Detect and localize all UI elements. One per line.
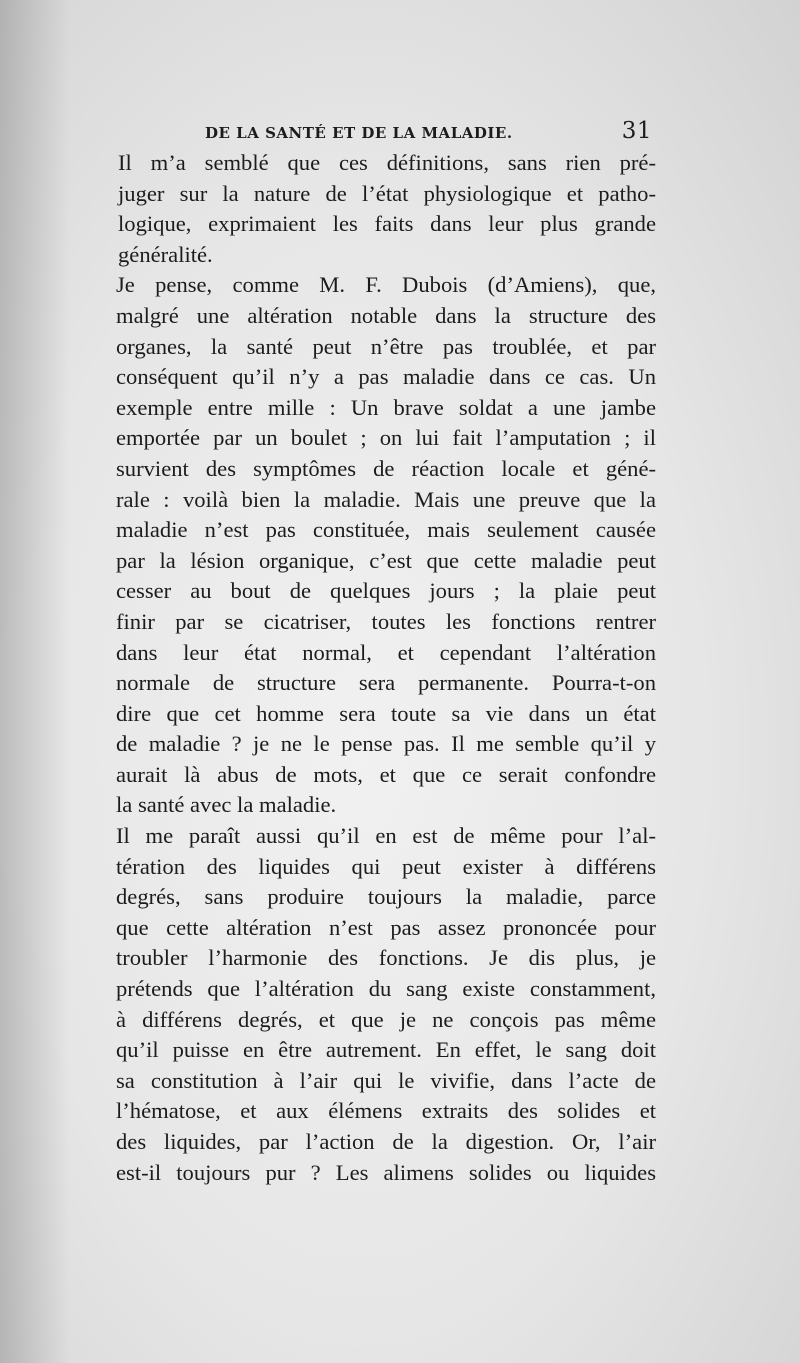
text-line: emportée par un boulet ; on lui fait l’amputation ; il <box>116 425 656 451</box>
text-line: juger sur la nature de l’état physiologique et patho- <box>118 180 656 206</box>
text-line: aurait là abus de mots, et que ce serait confondre <box>116 761 656 787</box>
text-line: des liquides, par l’action de la digestion. Or, l’air <box>116 1129 656 1154</box>
text-line: sa constitution à l’air qui le vivifie, dans l’acte de <box>116 1067 656 1093</box>
text-line: généralité. <box>118 241 213 267</box>
text-line: organes, la santé peut n’être pas troublée, et par <box>116 333 656 359</box>
text-line: Il me paraît aussi qu’il en est de même pour l’al- <box>116 823 656 849</box>
text-line: Je pense, comme M. F. Dubois (d’Amiens), que, <box>116 272 656 298</box>
text-line: degrés, sans produire toujours la maladie, parce <box>116 884 656 910</box>
text-line: normale de structure sera permanente. Pourra-t-on <box>116 670 656 696</box>
text-line: que cette altération n’est pas assez prononcée pour <box>116 914 656 940</box>
text-line: de maladie ? je ne le pense pas. Il me semble qu’il y <box>116 731 656 757</box>
text-block <box>88 118 656 1188</box>
running-head <box>88 118 656 148</box>
text-line: dire que cet homme sera toute sa vie dans un état <box>116 700 656 726</box>
running-head-title: DE LA SANTÉ ET DE LA MALADIE. <box>205 124 513 142</box>
text-line: finir par se cicatriser, toutes les fonctions rentrer <box>116 608 656 634</box>
text-line: survient des symptômes de réaction locale et géné- <box>116 455 656 481</box>
text-line: à différens degrés, et que je ne conçois pas même <box>116 1006 656 1032</box>
text-line: prétends que l’altération du sang existe constamment, <box>116 976 656 1002</box>
text-line: Il m’a semblé que ces définitions, sans rien pré- <box>118 150 656 175</box>
page-number: 31 <box>621 118 652 144</box>
paragraph-1 <box>88 148 656 270</box>
text-line: l’hématose, et aux élémens extraits des solides et <box>116 1098 656 1124</box>
text-line: dans leur état normal, et cependant l’altération <box>116 639 656 665</box>
text-line: logique, exprimaient les faits dans leur plus grande <box>118 211 656 237</box>
text-line: troubler l’harmonie des fonctions. Je dis plus, je <box>116 945 656 971</box>
body-text <box>88 148 656 1188</box>
text-line: conséquent qu’il n’y a pas maladie dans ce cas. Un <box>116 364 656 390</box>
paragraph-2 <box>88 270 656 821</box>
text-line: est-il toujours pur ? Les alimens solides ou liquides <box>116 1159 656 1185</box>
text-line: par la lésion organique, c’est que cette maladie peut <box>116 547 656 573</box>
page-gutter-shadow <box>0 0 70 1363</box>
text-line: cesser au bout de quelques jours ; la plaie peut <box>116 578 656 604</box>
text-line: exemple entre mille : Un brave soldat a une jambe <box>116 394 656 420</box>
text-line: malgré une altération notable dans la structure des <box>116 302 656 328</box>
text-line: maladie n’est pas constituée, mais seulement causée <box>116 517 656 543</box>
text-line: tération des liquides qui peut exister à différens <box>116 853 656 879</box>
paragraph-3 <box>88 821 656 1188</box>
text-line: qu’il puisse en être autrement. En effet, le sang doit <box>116 1037 656 1063</box>
text-line: rale : voilà bien la maladie. Mais une preuve que la <box>116 486 656 512</box>
text-line: la santé avec la maladie. <box>116 792 337 818</box>
